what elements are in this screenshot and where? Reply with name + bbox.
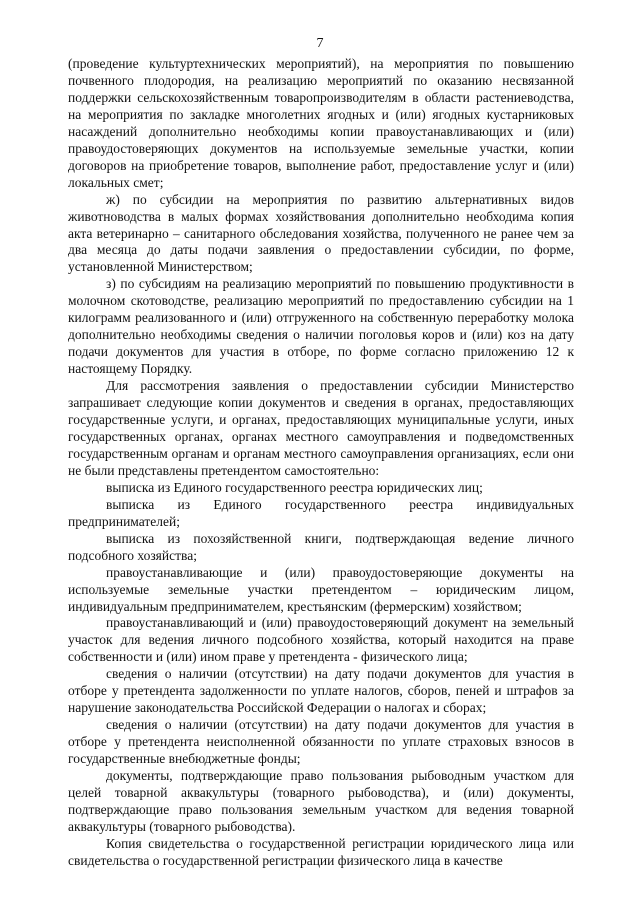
list-item-household-book-extract: выписка из похозяйственной книги, подтверждающая ведение личного подсобного хозяйства;: [68, 530, 574, 563]
paragraph-ministry-requests: Для рассмотрения заявления о предоставлении субсидии Министерство запрашивает следующие копии документов и сведения в органах, предоставляющих государственные услуги, и органах, предоставляющих муниципальные услуги, иных государственных органах, органах местного самоуправления и подведомственных государственным органам и органам местного самоуправления организациях, если они не были представлены претендентом самостоятельно:: [68, 378, 574, 478]
paragraph-item-zh-alternative-livestock: ж) по субсидии на мероприятия по развитию альтернативных видов животноводства в малых формах хозяйствования дополнительно необходима копия акта ветеринарно – санитарного обследования хозяйства, полученного не ранее чем за два месяца до даты подачи заявления о предоставлении субсидии, по форме, установленной Министерством;: [68, 191, 574, 275]
paragraph-registration-certificate: Копия свидетельства о государственной регистрации юридического лица или свидетельства о государственной регистрации физического лица в качестве: [68, 835, 574, 868]
list-item-egrul-extract: выписка из Единого государственного реестра юридических лиц;: [106, 479, 483, 495]
list-item-egrip-extract: выписка из Единого государственного реестра индивидуальных предпринимателей;: [68, 496, 574, 529]
list-item-land-title-documents: правоустанавливающие и (или) правоудостоверяющие документы на используемые земельные участки претендентом – юридическим лицом, индивидуальным предпринимателем, крестьянским (фермерским) хозяйством;: [68, 564, 574, 614]
list-item-tax-debt-info: сведения о наличии (отсутствии) на дату подачи документов для участия в отборе у претендента задолженности по уплате налогов, сборов, пеней и штрафов за нарушение законодательства Российской Федерации о налогах и сборах;: [68, 666, 574, 716]
list-item-private-plot-title-document: правоустанавливающий и (или) правоудостоверяющий документ на земельный участок для ведения личного подсобного хозяйства, который находится на праве собственности и (или) ином праве у претендента - физического лица;: [68, 615, 574, 665]
list-item-aquaculture-documents: документы, подтверждающие право пользования рыбоводным участком для целей товарной аквакультуры (товарного рыбоводства), и (или) документы, подтверждающие право пользования земельным участком для ведения товарной аквакультуры (товарного рыбоводства).: [68, 768, 574, 834]
paragraph-item-z-dairy-farming: з) по субсидиям на реализацию мероприятий по повышению продуктивности в молочном скотоводстве, реализацию мероприятий по предоставлению субсидии на 1 килограмм реализованного и (или) отгруженного на собственную переработку молока дополнительно необходимы сведения о наличии поголовья коров и (или) коз на дату подачи документов для участия в отборе, по форме согласно приложению 12 к настоящему Порядку.: [68, 276, 574, 377]
paragraph-land-works-documents: (проведение культуртехнических мероприятий), на мероприятия по повышению почвенного плодородия, на реализацию мероприятий по оказанию несвязанной поддержки сельскохозяйственным товаропроизводителям в области растениеводства, на мероприятия по закладке многолетних ягодных и (или) ягодных кустарниковых насаждений дополнительно необходимы копии правоустанавливающих и (или) правоудостоверяющих документов на используемые земельные участки, копии договоров на приобретение товаров, выполнение работ, предоставление услуг и (или) локальных смет;: [68, 56, 574, 190]
page-number: 7: [316, 36, 324, 51]
list-item-insurance-contributions-info: сведения о наличии (отсутствии) на дату подачи документов для участия в отборе у претендента неисполненной обязанности по уплате страховых взносов в государственные внебюджетные фонды;: [68, 717, 574, 767]
document-body: [68, 56, 574, 870]
